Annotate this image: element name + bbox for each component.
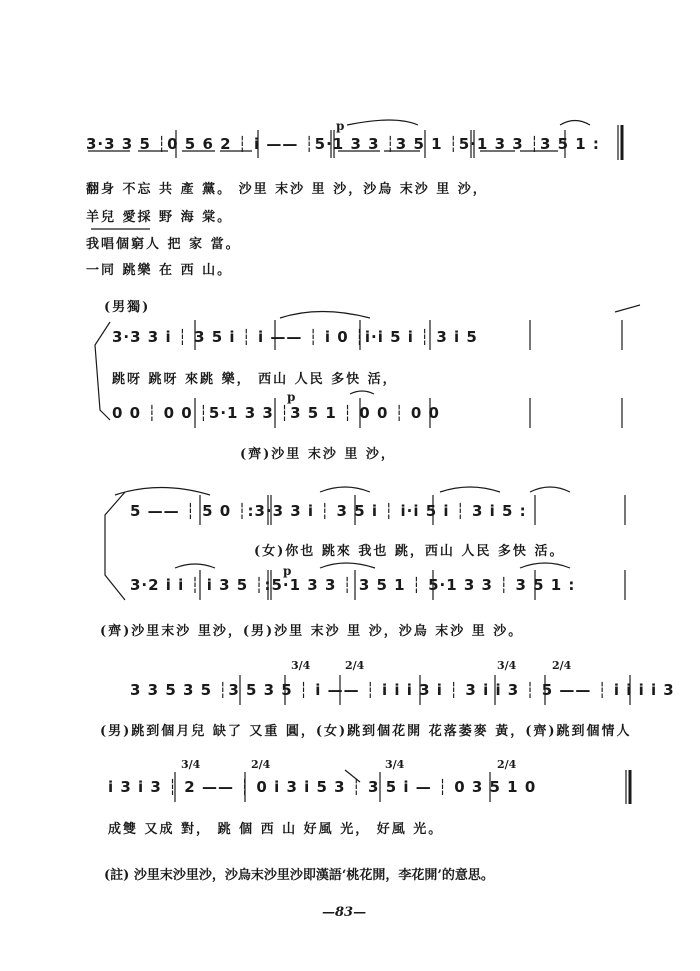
tie <box>320 487 370 492</box>
system-bracket <box>95 322 110 420</box>
time-signature: 3/4 <box>181 758 201 771</box>
staff-2-upper: 3·3 3 i ┆ 3 5 i ┆ i —— ┆ i 0 ┆i·i 5 i ┆ 3 i 5 <box>112 328 478 346</box>
slur <box>345 770 360 782</box>
staff-5: i 3 i 3 ┆ 2 —— ┆ 0 i 3 i 5 3 ┆ 3 5 i — ┆ 0 3 5 1 0 <box>108 778 537 796</box>
dynamic-p: p <box>287 390 296 404</box>
time-signature: 3/4 <box>385 758 405 771</box>
lyric-line: 翻身 不忘 共 產 黨。 沙里 末沙 里 沙，沙烏 末沙 里 沙， <box>86 182 488 197</box>
tie <box>350 391 374 394</box>
tie <box>280 312 370 319</box>
dynamic-p: p <box>283 564 292 578</box>
lyric-line: (女)你也 跳來 我也 跳，西山 人民 多快 活。 <box>254 544 565 559</box>
tie <box>347 120 418 125</box>
lyric-line: 跳呀 跳呀 來跳 樂， 西山 人民 多快 活， <box>112 372 398 387</box>
tie <box>530 487 570 492</box>
staff-4: 3 3 5 3 5 ┆3 5 3 5 ┆ i —— ┆ i i i 3 i ┆ 3 i i 3 ┆ 5 —— ┆ i i i i 3 <box>130 681 675 699</box>
time-signature: 3/4 <box>291 659 311 672</box>
lyric-line: (男)跳到個月兒 缺了 又重 圓，(女)跳到個花開 花落萎麥 黃，(齊)跳到個情人 <box>100 724 632 739</box>
tie <box>175 564 215 568</box>
time-signature: 2/4 <box>345 659 365 672</box>
time-signature: 2/4 <box>497 758 517 771</box>
lyric-line: 羊兒 愛採 野 海 棠。 <box>86 210 233 225</box>
time-signature: 3/4 <box>497 659 517 672</box>
dynamic-p: p <box>336 119 345 133</box>
lyric-line: 一同 跳樂 在 西 山。 <box>86 263 233 278</box>
page-number: —83— <box>322 905 367 920</box>
tie <box>440 487 500 492</box>
section-label: (男獨) <box>104 300 151 315</box>
lyric-line: 成雙 又成 對， 跳 個 西 山 好風 光， 好風 光。 <box>108 822 444 837</box>
tie <box>560 121 590 126</box>
lyric-line: (齊)沙里末沙 里沙，(男)沙里 末沙 里 沙，沙烏 末沙 里 沙。 <box>100 624 524 639</box>
tie <box>115 488 210 496</box>
lyric-line: (齊)沙里 末沙 里 沙， <box>240 447 396 462</box>
lyric-line: 我唱個窮人 把 家 當。 <box>86 237 241 252</box>
staff-3-upper: 5 —— ┆ 5 0 ┆:3·3 3 i ┆ 3 5 i ┆ i·i 5 i ┆ 3 i 5 : <box>130 502 527 520</box>
footnote: (註) 沙里末沙里沙，沙烏末沙里沙即漢語‘桃花開，李花開’的意思。 <box>104 868 494 883</box>
staff-1: 3·3 3 5 ┆0 5 6 2 ┆ i —— ┆5·1 3 3 ┆3 5 1 ┆5·1 3 3 ┆3 5 1 : <box>86 135 600 153</box>
staff-3-lower: 3·2 i i ┆ i 3 5 ┆:5·1 3 3 ┆ 3 5 1 ┆ 5·1 3 3 ┆ 3 5 1 : <box>130 576 576 594</box>
tie <box>615 305 640 312</box>
time-signature: 2/4 <box>552 659 572 672</box>
time-signature: 2/4 <box>251 758 271 771</box>
tie <box>320 563 375 568</box>
staff-2-lower: 0 0 ┆ 0 0 ┆5·1 3 3 ┆3 5 1 ┆ 0 0 ┆ 0 0 <box>112 404 440 422</box>
system-bracket <box>105 492 125 600</box>
tie <box>520 563 570 568</box>
